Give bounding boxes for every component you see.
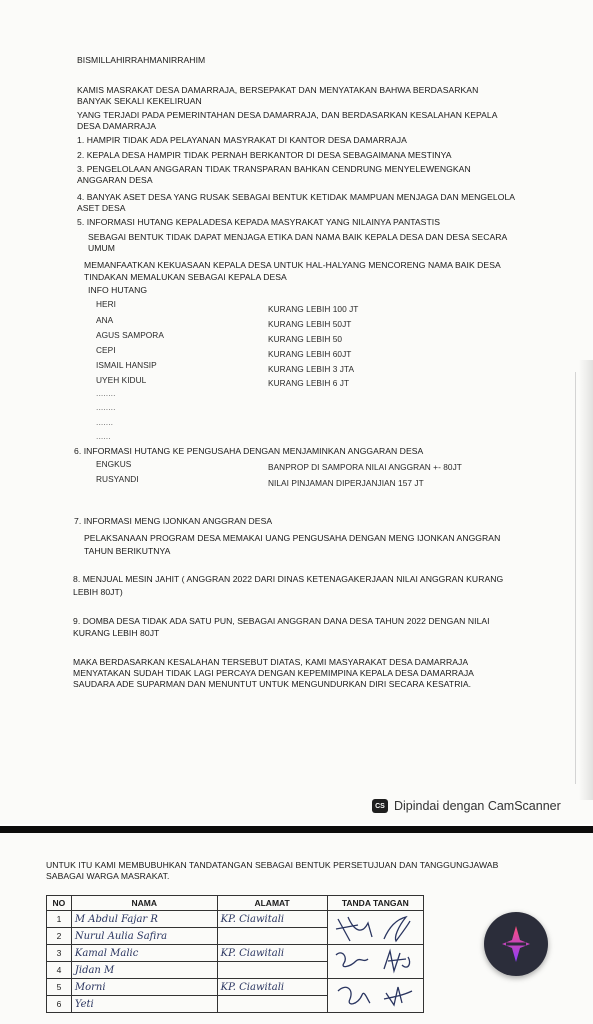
signature-cell — [327, 979, 423, 1013]
signature-cell — [327, 911, 423, 945]
doc-text-line: BANYAK SEKALI KEKELIRUAN — [77, 96, 202, 106]
debtor-name: HERI — [96, 299, 117, 309]
doc-text-line: ASET DESA — [77, 203, 126, 213]
debt-amount: KURANG LEBIH 50JT — [268, 319, 352, 329]
doc-text-line: TAHUN BERIKUTNYA — [84, 546, 171, 556]
signature-cell — [327, 945, 423, 979]
column-header-name: NAMA — [71, 896, 217, 911]
businessman-detail: BANPROP DI SAMPORA NILAI ANGGRAN +- 80JT — [268, 462, 462, 472]
table-row — [47, 979, 424, 996]
row-number: 2 — [47, 928, 72, 945]
debt-amount: KURANG LEBIH 6 JT — [268, 378, 350, 388]
doc-text-line: MENYATAKAN SUDAH TIDAK LAGI PERCAYA DENGAN KEPEMIMPINA KEPALA DESA DAMARRAJA — [73, 668, 474, 678]
debt-amount: KURANG LEBIH 60JT — [268, 349, 352, 359]
resident-address — [217, 928, 327, 945]
doc-text-line: ANGGARAN DESA — [77, 175, 153, 185]
doc-text-line: YANG TERJADI PADA PEMERINTAHAN DESA DAMARRAJA, DAN BERDASARKAN KESALAHAN KEPALA — [77, 110, 498, 120]
signature-intro-line: SABAGAI WARGA MASRAKAT. — [46, 871, 170, 881]
signature-3-4-icon — [328, 945, 424, 979]
table-row — [47, 911, 424, 928]
doc-text-line: MEMANFAATKAN KEKUASAAN KEPALA DESA UNTUK HAL-HALYANG MENCORENG NAMA BAIK DESA — [84, 260, 501, 270]
row-number: 5 — [47, 979, 72, 996]
doc-text-line: LEBIH 80JT) — [73, 587, 123, 597]
resident-address: KP. Ciawitali — [217, 911, 327, 928]
column-header-signature: TANDA TANGAN — [327, 896, 423, 911]
resident-name: Jidan M — [71, 962, 217, 979]
ai-assistant-button[interactable] — [484, 912, 548, 976]
signature-intro-line: UNTUK ITU KAMI MEMBUBUHKAN TANDATANGAN SEBAGAI BENTUK PERSETUJUAN DAN TANGGUNGJAWAB — [46, 860, 499, 870]
row-number: 4 — [47, 962, 72, 979]
resident-name: Nurul Aulia Safira — [71, 928, 217, 945]
camscanner-logo-icon: CS — [372, 799, 388, 813]
debt-amount: KURANG LEBIH 100 JT — [268, 304, 359, 314]
doc-list-item: 2. KEPALA DESA HAMPIR TIDAK PERNAH BERKANTOR DI DESA SEBAGAIMANA MESTINYA — [77, 150, 452, 160]
debtor-name: UYEH KIDUL — [96, 375, 147, 385]
debtor-name: ISMAIL HANSIP — [96, 360, 157, 370]
signature-table — [46, 895, 424, 1013]
resident-address — [217, 962, 327, 979]
scan-edge — [575, 372, 576, 784]
camscanner-text: Dipindai dengan CamScanner — [394, 799, 561, 813]
resident-name: Yeti — [71, 996, 217, 1013]
placeholder-dots: ........ — [96, 402, 116, 412]
debtor-name: AGUS SAMPORA — [96, 330, 164, 340]
signature-1-2-icon — [328, 911, 424, 945]
debt-amount: KURANG LEBIH 3 JTA — [268, 364, 355, 374]
scan-shadow — [579, 360, 593, 800]
doc-list-item: 1. HAMPIR TIDAK ADA PELAYANAN MASYRAKAT DI KANTOR DESA DAMARRAJA — [77, 135, 407, 145]
doc-text-line: UMUM — [88, 243, 115, 253]
camscanner-watermark — [372, 797, 561, 815]
sparkle-icon — [500, 924, 532, 964]
doc-text-line: TINDAKAN MEMALUKAN SEBAGAI KEPALA DESA — [84, 272, 287, 282]
resident-address: KP. Ciawitali — [217, 945, 327, 962]
doc-text-line: KAMIS MASRAKAT DESA DAMARRAJA, BERSEPAKAT DAN MENYATAKAN BAHWA BERDASARKAN — [77, 85, 479, 95]
resident-address: KP. Ciawitali — [217, 979, 327, 996]
doc-text-line: MAKA BERDASARKAN KESALAHAN TERSEBUT DIATAS, KAMI MASYARAKAT DESA DAMARRAJA — [73, 657, 469, 667]
placeholder-dots: ....... — [96, 417, 114, 427]
doc-list-item: 6. INFORMASI HUTANG KE PENGUSAHA DENGAN MENJAMINKAN ANGGARAN DESA — [74, 446, 424, 456]
placeholder-dots: ...... — [96, 431, 111, 441]
placeholder-dots: ........ — [96, 388, 116, 398]
doc-text-line: DESA DAMARRAJA — [77, 121, 157, 131]
column-header-no: NO — [47, 896, 72, 911]
doc-list-item: 9. DOMBA DESA TIDAK ADA SATU PUN, SEBAGAI ANGGRAN DANA DESA TAHUN 2022 DENGAN NILAI — [73, 616, 490, 626]
signature-5-6-icon — [328, 979, 424, 1013]
doc-text-line: SEBAGAI BENTUK TIDAK DAPAT MENJAGA ETIKA DAN NAMA BAIK KEPALA DESA DAN DESA SECARA — [88, 232, 508, 242]
doc-text-line: SAUDARA ADE SUPARMAN DAN MENUNTUT UNTUK MENGUNDURKAN DIRI SECARA KESATRIA. — [73, 679, 472, 689]
businessman-detail: NILAI PINJAMAN DIPERJANJIAN 157 JT — [268, 478, 424, 488]
page-divider — [0, 826, 593, 833]
resident-name: Kamal Malic — [71, 945, 217, 962]
table-row — [47, 945, 424, 962]
doc-heading: BISMILLAHIRRAHMANIRRAHIM — [77, 55, 206, 65]
table-header-row — [47, 896, 424, 911]
row-number: 1 — [47, 911, 72, 928]
row-number: 6 — [47, 996, 72, 1013]
businessman-name: ENGKUS — [96, 459, 132, 469]
doc-list-item: 8. MENJUAL MESIN JAHIT ( ANGGRAN 2022 DARI DINAS KETENAGAKERJAAN NILAI ANGGRAN KURANG — [73, 574, 504, 584]
doc-list-item: 5. INFORMASI HUTANG KEPALADESA KEPADA MASYRAKAT YANG NILAINYA PANTASTIS — [77, 217, 440, 227]
doc-list-item: 4. BANYAK ASET DESA YANG RUSAK SEBAGAI BENTUK KETIDAK MAMPUAN MENJAGA DAN MENGELOLA — [77, 192, 516, 202]
debtor-name: ANA — [96, 315, 114, 325]
businessman-name: RUSYANDI — [96, 474, 139, 484]
resident-name: Morni — [71, 979, 217, 996]
debt-amount: KURANG LEBIH 50 — [268, 334, 343, 344]
doc-list-item: 3. PENGELOLAAN ANGGARAN TIDAK TRANSPARAN BAHKAN CENDRUNG MENYELEWENGKAN — [77, 164, 471, 174]
doc-list-item: 7. INFORMASI MENG IJONKAN ANGGRAN DESA — [74, 516, 273, 526]
doc-text-line: KURANG LEBIH 80JT — [73, 628, 160, 638]
column-header-address: ALAMAT — [217, 896, 327, 911]
doc-subheading: INFO HUTANG — [88, 285, 148, 295]
debtor-name: CEPI — [96, 345, 116, 355]
row-number: 3 — [47, 945, 72, 962]
resident-address — [217, 996, 327, 1013]
resident-name: M Abdul Fajar R — [71, 911, 217, 928]
doc-text-line: PELAKSANAAN PROGRAM DESA MEMAKAI UANG PENGUSAHA DENGAN MENG IJONKAN ANGGRAN — [84, 533, 501, 543]
